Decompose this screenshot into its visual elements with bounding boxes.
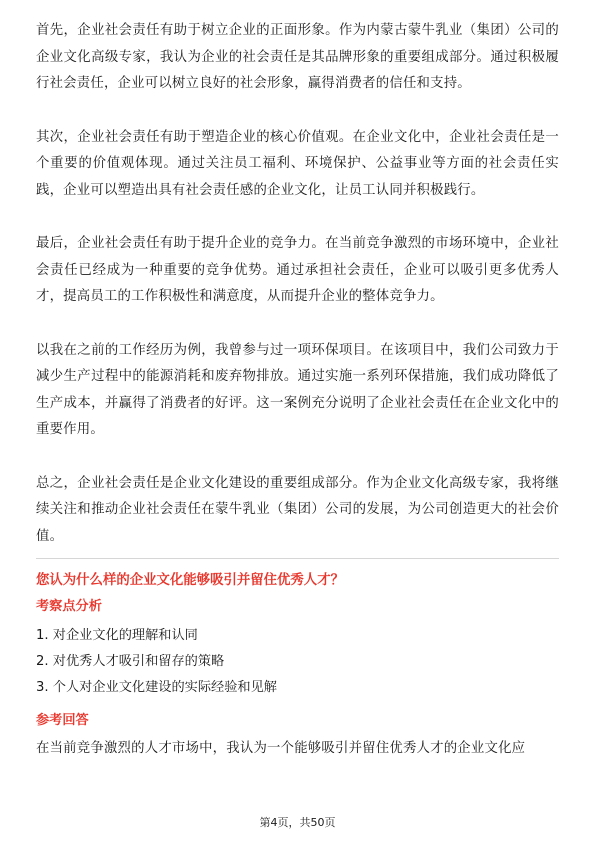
interview-question: 您认为什么样的企业文化能够吸引并留住优秀人才？ (36, 573, 344, 588)
page-footer: 第4页，共50页 (259, 816, 336, 829)
paragraph-second: 其次，企业社会责任有助于塑造企业的核心价值观。在企业文化中，企业社会责任是一个重要的价值观体现。通过关注员工福利、环境保护、公益事业等方面的社会责任实践，企业可以塑造出具有社会责任感的企业文化，让员工认同并积极践行。 (36, 129, 559, 198)
analysis-item: 1. 对企业文化的理解和认同 (36, 628, 198, 643)
analysis-item: 2. 对优秀人才吸引和留存的策略 (36, 654, 225, 669)
paragraph-third: 最后，企业社会责任有助于提升企业的竞争力。在当前竞争激烈的市场环境中，企业社会责任已经成为一种重要的竞争优势。通过承担社会责任，企业可以吸引更多优秀人才，提高员工的工作积极性和满意度，从而提升企业的整体竞争力。 (36, 236, 559, 304)
document-body (36, 18, 559, 761)
paragraph-conclusion: 总之，企业社会责任是企业文化建设的重要组成部分。作为企业文化高级专家，我将继续关注和推动企业社会责任在蒙牛乳业（集团）公司的发展，为公司创造更大的社会价值。 (36, 475, 559, 544)
section-divider (36, 558, 559, 559)
paragraph-first: 首先，企业社会责任有助于树立企业的正面形象。作为内蒙古蒙牛乳业（集团）公司的企业文化高级专家，我认为企业的社会责任是其品牌形象的重要组成部分。通过积极履行社会责任，企业可以树立良好的社会形象，赢得消费者的信任和支持。 (36, 23, 559, 91)
reference-answer: 在当前竞争激烈的人才市场中，我认为一个能够吸引并留住优秀人才的企业文化应 (36, 741, 526, 756)
analysis-item: 3. 个人对企业文化建设的实际经验和见解 (36, 680, 277, 695)
analysis-heading: 考察点分析 (36, 599, 102, 614)
paragraph-example: 以我在之前的工作经历为例，我曾参与过一项环保项目。在该项目中，我们公司致力于减少生产过程中的能源消耗和废弃物排放。通过实施一系列环保措施，我们成功降低了生产成本，并赢得了消费者的好评。这一案例充分说明了企业社会责任在企业文化中的重要作用。 (36, 342, 559, 437)
reference-heading: 参考回答 (36, 713, 89, 728)
